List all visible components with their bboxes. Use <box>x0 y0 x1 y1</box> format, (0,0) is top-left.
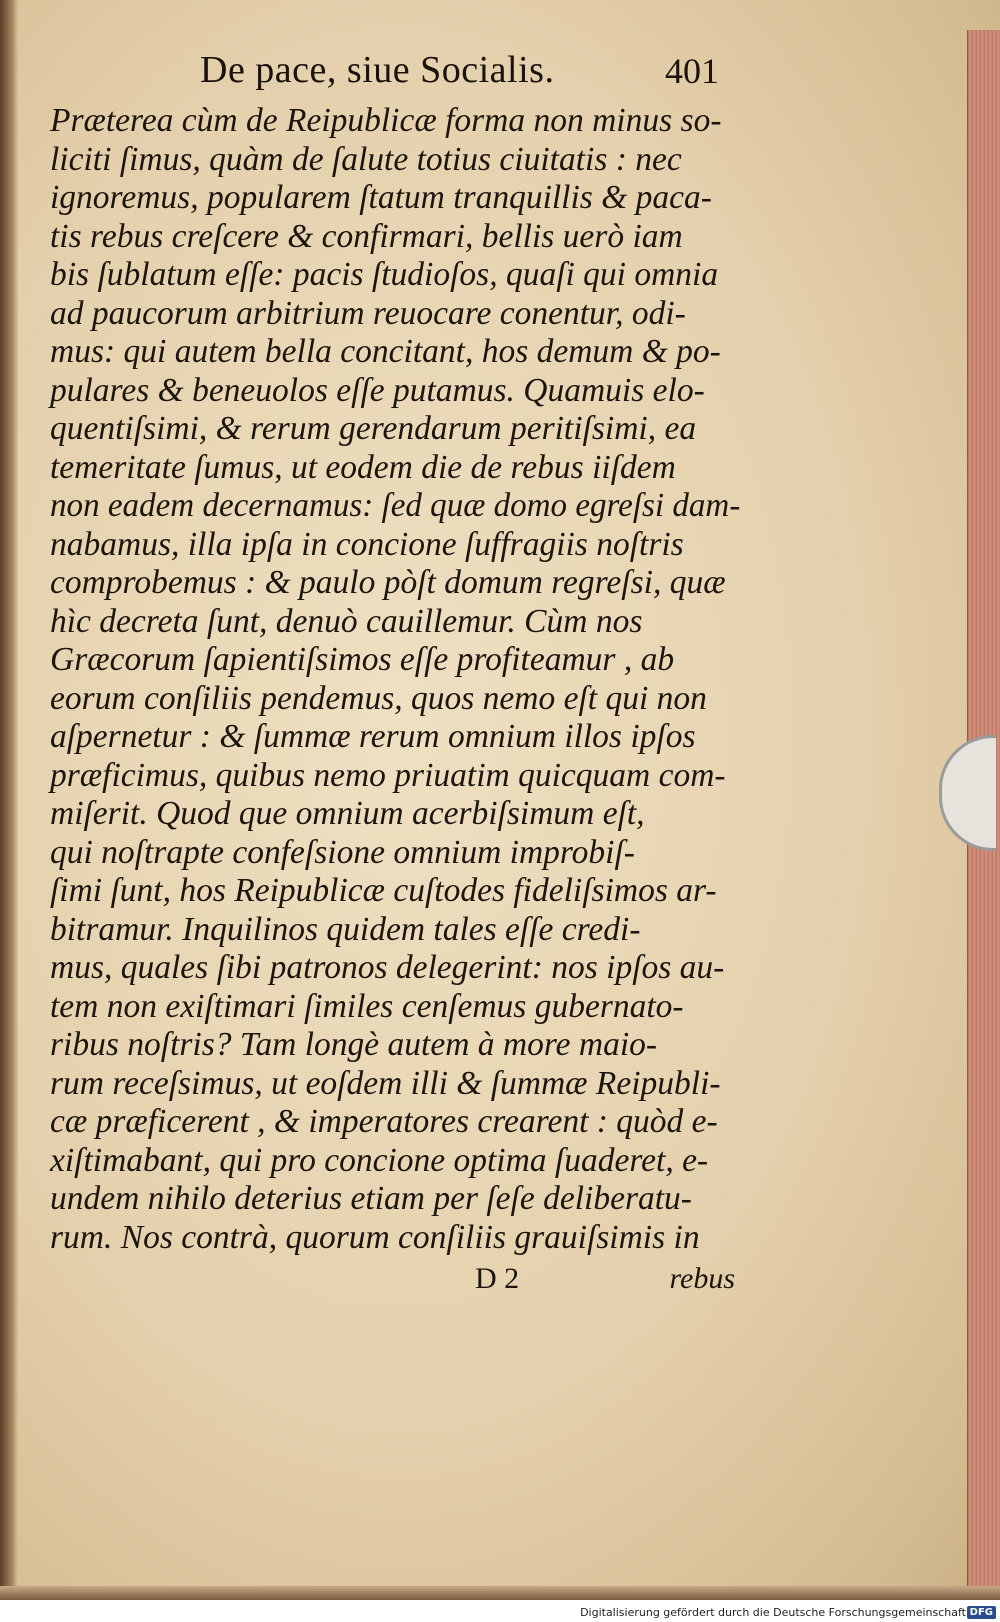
footer-credit: Digitalisierung gefördert durch die Deutsche Forschungsgemeinschaft <box>580 1606 966 1619</box>
book-binding <box>0 0 18 1600</box>
text-line: eorum conſiliis pendemus, quos nemo eſt qui non <box>50 679 707 717</box>
text-line: tis rebus creſcere & confirmari, bellis uerò iam <box>50 217 683 255</box>
text-line: præficimus, quibus nemo priuatim quicquam com- <box>50 756 726 794</box>
text-line: undem nihilo deterius etiam per ſeſe deliberatu- <box>50 1180 692 1217</box>
text-line: mus, quales ſibi patronos delegerint: nos ipſos au- <box>50 949 725 986</box>
text-line: Græcorum ſapientiſsimos eſſe profiteamur , ab <box>50 641 675 678</box>
text-line: rum receſsimus, ut eoſdem illi & ſummæ Reipubli- <box>50 1064 721 1102</box>
catchword: rebus <box>669 1262 735 1295</box>
text-line: ignoremus, popularem ſtatum tranquillis & paca- <box>50 179 712 216</box>
signature-line <box>475 1262 735 1302</box>
running-head <box>0 48 1000 108</box>
text-line: temeritate ſumus, ut eodem die de rebus iiſdem <box>50 448 676 486</box>
running-head-title: De pace, siue Socialis. <box>200 49 555 91</box>
page-edges-bottom <box>0 1586 1000 1600</box>
footer-bar <box>0 1600 1000 1622</box>
page-number: 401 <box>665 51 719 91</box>
text-line: Præterea cùm de Reipublicæ forma non minus so- <box>50 102 722 139</box>
text-line: aſpernetur : & ſummæ rerum omnium illos ipſos <box>50 718 696 755</box>
text-line: mus: qui autem bella concitant, hos demum & po- <box>50 333 721 370</box>
text-line: non eadem decernamus: ſed quæ domo egreſsi dam- <box>50 487 741 524</box>
dfg-logo: DFG <box>967 1606 996 1619</box>
text-line: ribus noſtris? Tam longè autem à more maio- <box>50 1026 658 1063</box>
text-line: xiſtimabant, qui pro concione optima ſuaderet, e- <box>50 1141 709 1179</box>
text-line: cæ præficerent , & imperatores crearent : quòd e- <box>50 1103 718 1140</box>
text-line: nabamus, illa ipſa in concione ſuffragiis noſtris <box>50 525 684 563</box>
text-line: qui noſtrapte confeſsione omnium improbiſ- <box>50 833 635 871</box>
text-line: miſerit. Quod que omnium acerbiſsimum eſt, <box>50 795 645 832</box>
text-line: rum. Nos contrà, quorum conſiliis grauiſsimis in <box>50 1218 700 1256</box>
body-text <box>50 102 740 1257</box>
text-line: pulares & beneuolos eſſe putamus. Quamuis elo- <box>50 371 705 409</box>
text-line: ad paucorum arbitrium reuocare conentur, odi- <box>50 294 686 332</box>
text-line: liciti ſimus, quàm de ſalute totius ciuitatis : nec <box>50 140 682 178</box>
text-line: bitramur. Inquilinos quidem tales eſſe credi- <box>50 910 641 948</box>
text-line: tem non exiſtimari ſimiles cenſemus gubernato- <box>50 987 684 1025</box>
text-line: bis ſublatum eſſe: pacis ſtudioſos, quaſi qui omnia <box>50 256 719 293</box>
text-line: ſimi ſunt, hos Reipublicæ cuſtodes fideliſsimos ar- <box>50 872 717 909</box>
text-line: hìc decreta ſunt, denuò cauillemur. Cùm nos <box>50 602 643 640</box>
text-line: quentiſsimi, & rerum gerendarum peritiſsimi, ea <box>50 410 697 447</box>
signature-mark: D 2 <box>475 1262 520 1295</box>
text-line: comprobemus : & paulo pòſt domum regreſsi, quæ <box>50 564 726 601</box>
